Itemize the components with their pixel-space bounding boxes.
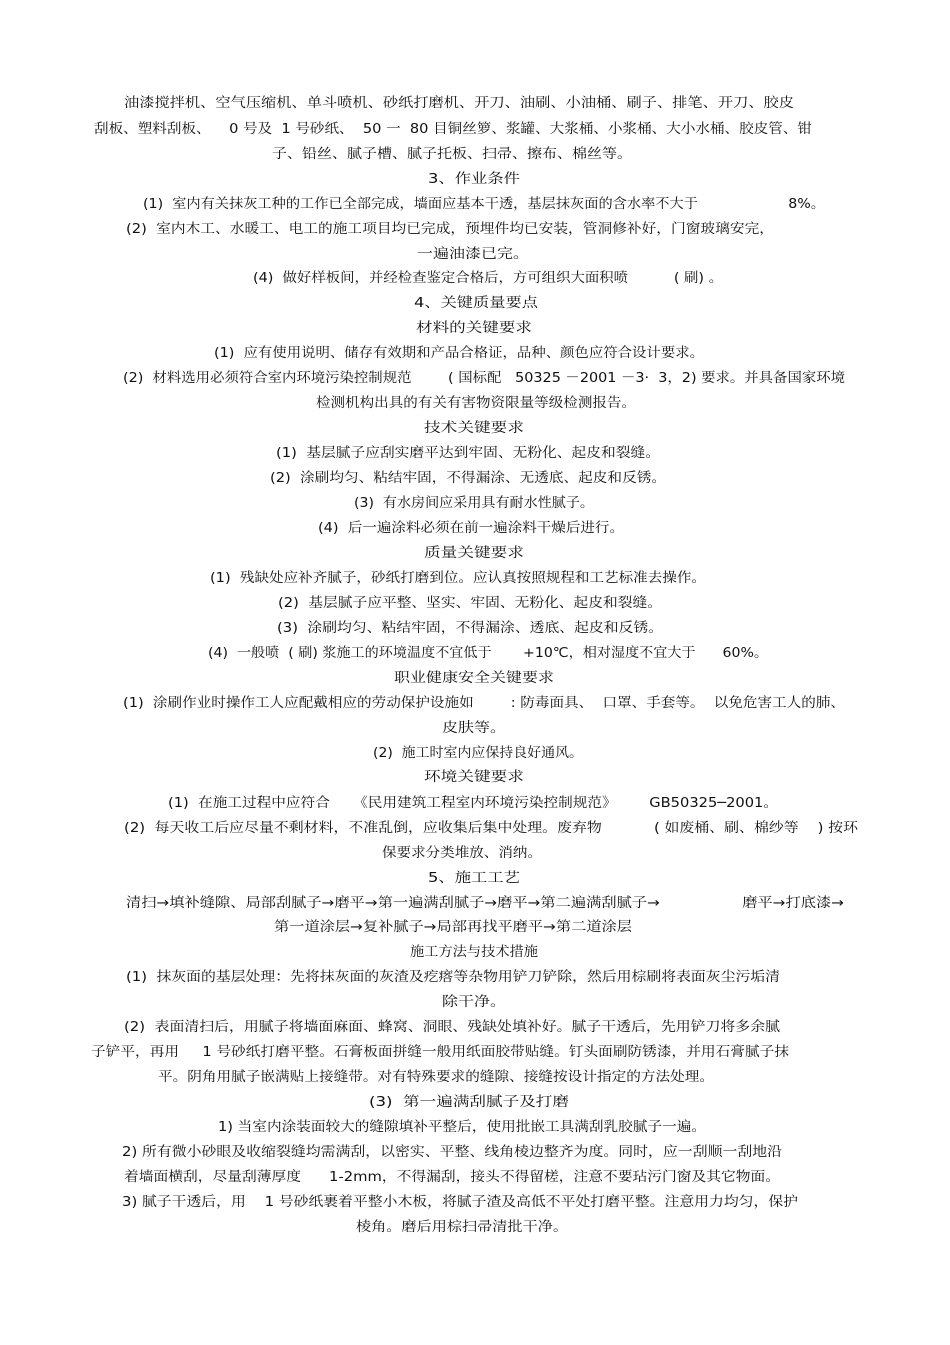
text-line: 保要求分类堆放、消纳。 (382, 845, 542, 861)
text-line: (1) 室内有关抹灰工种的工作已全部完成，墙面应基本干透，基层抹灰面的含水率不大于 8%。 (143, 196, 825, 212)
text-line: (2) 材料选用必须符合室内环境污染控制规范 ( 国标配 50325 －2001 －3· 3，2) 要求。并具备国家环境 (123, 370, 845, 386)
text-line: 清扫→填补缝隙、局部刮腻子→磨平→第一遍满刮腻子→磨平→第二遍满刮腻子→ 磨平→打底漆→ (126, 895, 844, 911)
text-line: 棱角。磨后用棕扫帚清批干净。 (356, 1219, 568, 1235)
text-line: 油漆搅拌机、空气压缩机、单斗喷机、砂纸打磨机、开刀、油刷、小油桶、刷子、排笔、开刀、胶皮 (124, 95, 794, 111)
text-line: 职业健康安全关键要求 (394, 670, 554, 686)
text-line: 4、关键质量要点 (414, 295, 538, 311)
text-line: 施工方法与技术措施 (410, 944, 538, 960)
text-line: 3) 腻子干透后，用 1 号砂纸裹着平整小木板，将腻子渣及高低不平处打磨平整。注意用力均匀，保护 (122, 1194, 798, 1210)
text-line: (4) 做好样板间，并经检查鉴定合格后，方可组织大面积喷 ( 刷) 。 (253, 270, 723, 286)
text-line: 5、施工工艺 (428, 870, 520, 886)
text-line: 环境关键要求 (424, 769, 524, 785)
text-line: (4) 一般喷 ( 刷) 浆施工的环境温度不宜低于 +10℃，相对湿度不宜大于 60%。 (208, 645, 768, 661)
text-line: 技术关键要求 (424, 420, 524, 436)
text-line: 刮板、塑料刮板、 0 号及 1 号砂纸、 50 一 80 目铜丝箩、浆罐、大浆桶、小浆桶、大小水桶、胶皮管、钳 (94, 121, 813, 137)
text-line: 平。阴角用腻子嵌满贴上接缝带。对有特殊要求的缝隙、接缝按设计指定的方法处理。 (158, 1069, 714, 1085)
text-line: 3、作业条件 (428, 171, 520, 187)
text-line: 着墙面横刮，尽量刮薄厚度 1-2mm，不得漏刮，接头不得留槎，注意不要玷污门窗及其它物面。 (124, 1169, 780, 1185)
text-line: 子、铅丝、腻子槽、腻子托板、扫帚、擦布、棉丝等。 (272, 146, 632, 162)
text-line: 皮肤等。 (442, 720, 506, 736)
text-line: (1) 在施工过程中应符合 《民用建筑工程室内环境污染控制规范》 GB50325─2001。 (168, 795, 778, 811)
text-line: 第一道涂层→复补腻子→局部再找平磨平→第二道涂层 (274, 919, 632, 935)
text-line: (1) 抹灰面的基层处理：先将抹灰面的灰渣及疙瘩等杂物用铲刀铲除，然后用棕刷将表面灰尘污垢清 (126, 969, 780, 985)
text-line: 除干净。 (442, 994, 506, 1010)
text-line: (3) 有水房间应采用具有耐水性腻子。 (354, 495, 594, 511)
text-line: 质量关键要求 (424, 545, 524, 561)
text-line: (4) 后一遍涂料必须在前一遍涂料干燥后进行。 (318, 520, 624, 536)
text-line: 子铲平，再用 1 号砂纸打磨平整。石膏板面拼缝一般用纸面胶带贴缝。钉头面刷防锈漆，并用石膏腻子抹 (91, 1044, 789, 1060)
text-line: (2) 涂刷均匀、粘结牢固，不得漏涂、无透底、起皮和反锈。 (270, 470, 666, 486)
text-line: (2) 室内木工、水暖工、电工的施工项目均已完成，预埋件均已安装，管洞修补好，门窗玻璃安完， (126, 221, 774, 237)
text-line: (3) 涂刷均匀、粘结牢固，不得漏涂、透底、起皮和反锈。 (277, 620, 663, 636)
text-line: 检测机构出具的有关有害物资限量等级检测报告。 (316, 395, 636, 411)
text-line: (1) 基层腻子应刮实磨平达到牢固、无粉化、起皮和裂缝。 (276, 445, 660, 461)
text-line: (1) 残缺处应补齐腻子，砂纸打磨到位。应认真按照规程和工艺标准去操作。 (210, 570, 706, 586)
text-line: (2) 基层腻子应平整、坚实、牢固、无粉化、起皮和裂缝。 (278, 595, 662, 611)
text-line: 1) 当室内涂装面较大的缝隙填补平整后，使用批嵌工具满刮乳胶腻子一遍。 (218, 1119, 706, 1135)
text-line: 材料的关键要求 (416, 320, 532, 336)
text-line: (3) 第一遍满刮腻子及打磨 (369, 1094, 569, 1110)
text-line: 一遍油漆已完。 (417, 246, 529, 262)
text-line: (1) 应有使用说明、储存有效期和产品合格证，品种、颜色应符合设计要求。 (214, 345, 704, 361)
text-line: 2) 所有微小砂眼及收缩裂缝均需满刮，以密实、平整、线角棱边整齐为度。同时，应一刮顺一刮地沿 (122, 1144, 782, 1160)
text-line: (2) 施工时室内应保持良好通风。 (373, 745, 583, 761)
text-line: (2) 每天收工后应尽量不剩材料，不准乱倒，应收集后集中处理。废弃物 ( 如废桶、刷、棉纱等 ) 按环 (124, 820, 858, 836)
text-line: (1) 涂刷作业时操作工人应配戴相应的劳动保护设施如 : 防毒面具、 口罩、手套等。 以免危害工人的肺、 (123, 695, 845, 711)
text-line: (2) 表面清扫后，用腻子将墙面麻面、蜂窝、洞眼、残缺处填补好。腻子干透后，先用铲刀将多余腻 (124, 1019, 780, 1035)
